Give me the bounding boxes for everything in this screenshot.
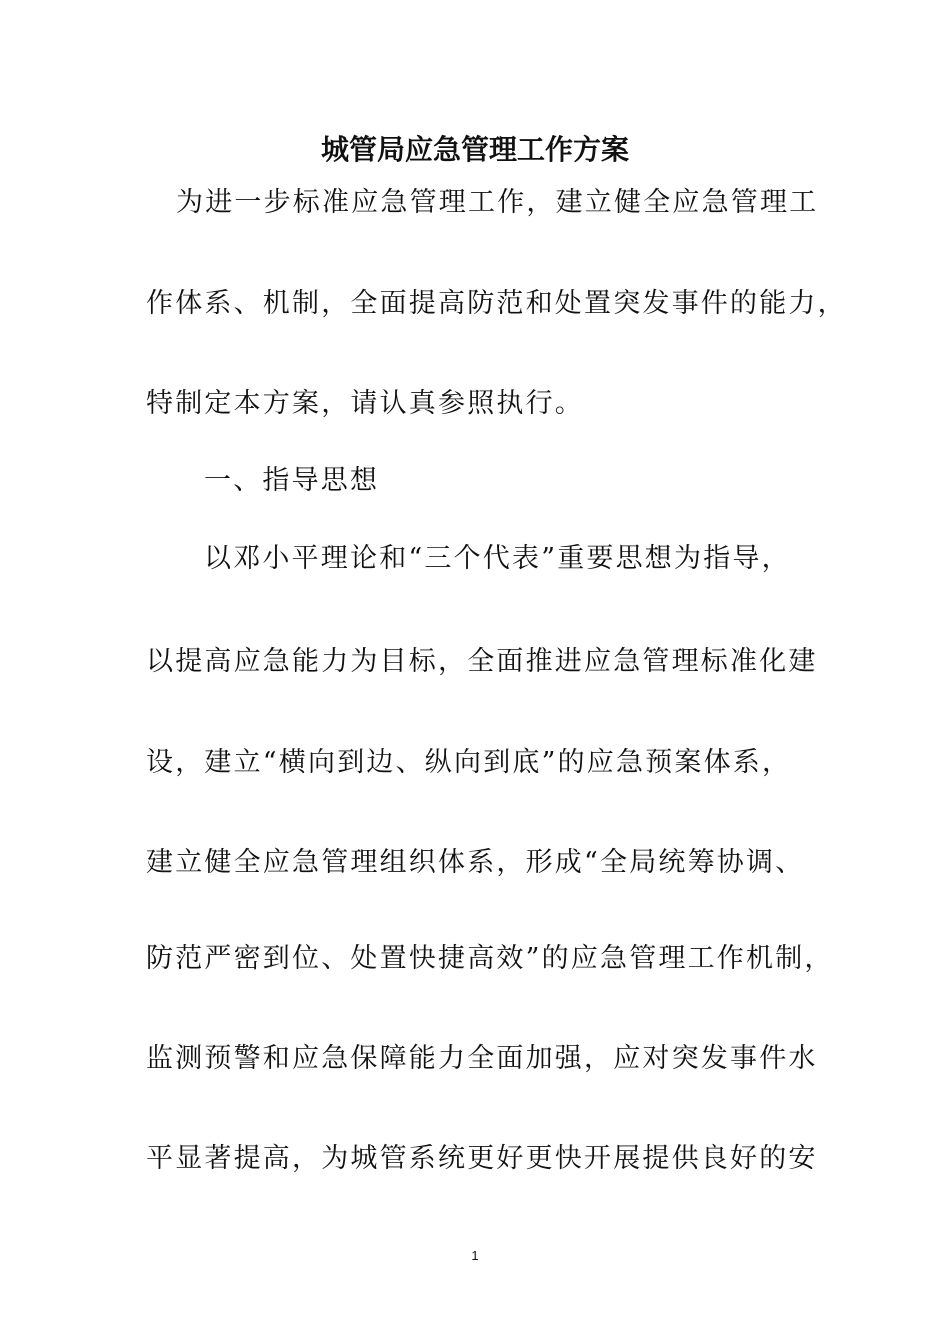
page-number: 1 [471,1248,479,1263]
section-heading: 一、指导思想 [204,465,380,496]
paragraph-line: 为进一步标准应急管理工作，建立健全应急管理工 [176,187,819,218]
paragraph-line: 防范严密到位、处置快捷高效”的应急管理工作机制， [146,943,834,974]
document-title: 城管局应急管理工作方案 [320,133,629,166]
paragraph-line: 特制定本方案，请认真参照执行。 [146,388,584,419]
paragraph-line: 平显著提高，为城管系统更好更快开展提供良好的安 [146,1143,818,1174]
paragraph-line: 建立健全应急管理组织体系，形成“全局统筹协调、 [146,847,805,878]
paragraph-line: 设，建立“横向到边、纵向到底”的应急预案体系， [146,747,792,778]
paragraph-line: 以邓小平理论和“三个代表”重要思想为指导， [204,543,791,574]
paragraph-line: 以提高应急能力为目标，全面推进应急管理标准化建 [146,646,818,677]
paragraph-line: 作体系、机制，全面提高防范和处置突发事件的能力， [146,288,847,319]
paragraph-line: 监测预警和应急保障能力全面加强，应对突发事件水 [146,1043,818,1074]
